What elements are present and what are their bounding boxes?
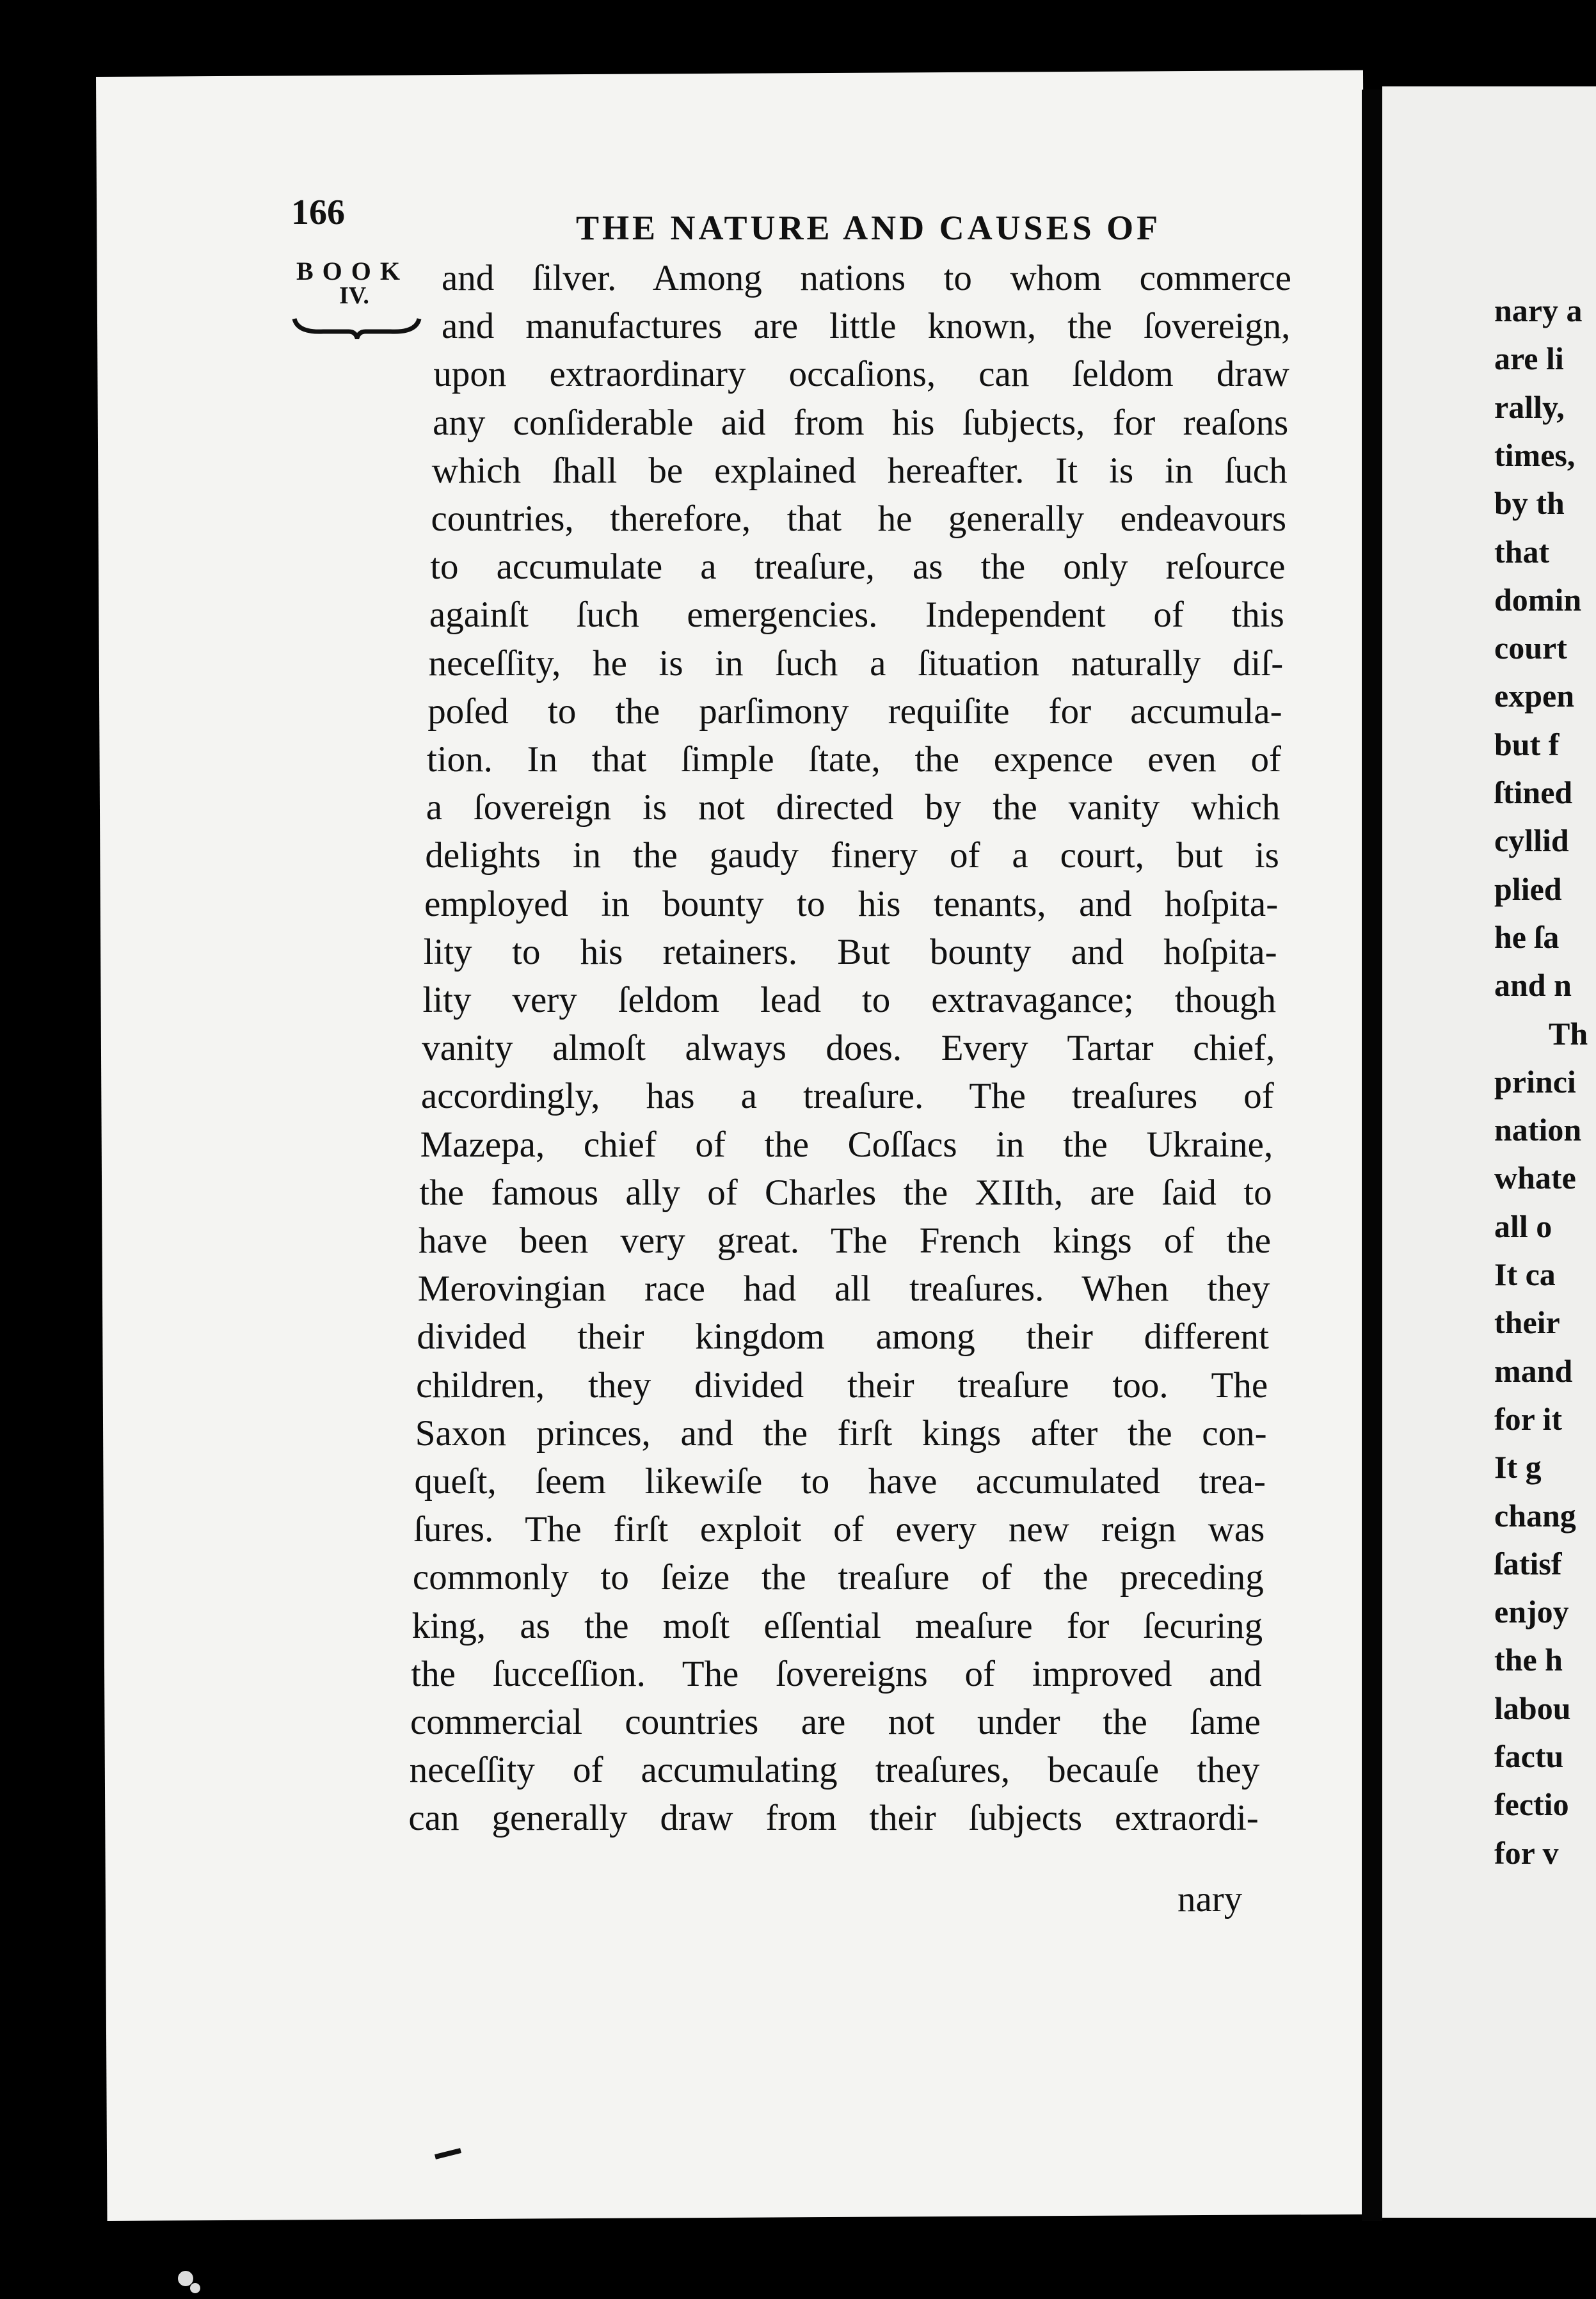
catchword: nary bbox=[1177, 1879, 1243, 1919]
right-page-line: for it bbox=[1494, 1400, 1562, 1437]
right-page-line: fectio bbox=[1494, 1786, 1569, 1823]
text-line: queſt, ſeem likewiſe to have accumulated trea- bbox=[414, 1461, 1266, 1502]
text-line: accordingly, has a treaſure. The treaſures of bbox=[420, 1076, 1274, 1117]
right-page-line: chang bbox=[1494, 1497, 1576, 1534]
right-page-line: plied bbox=[1494, 870, 1562, 907]
text-line: to accumulate a treaſure, as the only reſource bbox=[430, 547, 1286, 588]
right-page-line: Th bbox=[1549, 1015, 1588, 1052]
text-line: neceſſity of accumulating treaſures, becauſe they bbox=[409, 1750, 1260, 1791]
right-page-line: that bbox=[1494, 533, 1550, 570]
text-line: the ſucceſſion. The ſovereigns of improved and bbox=[411, 1653, 1262, 1694]
text-line: divided their kingdom among their different bbox=[417, 1317, 1269, 1358]
text-line: Mazepa, chief of the Coſſacs in the Ukraine, bbox=[420, 1124, 1273, 1165]
text-line: can generally draw from their ſubjects extraordi- bbox=[408, 1798, 1259, 1839]
text-line: delights in the gaudy finery of a court, but is bbox=[425, 835, 1279, 876]
right-page-line: but f bbox=[1494, 726, 1560, 762]
text-line: tion. In that ſimple ſtate, the expence even of bbox=[427, 739, 1281, 780]
text-line: commonly to ſeize the treaſure of the preceding bbox=[412, 1557, 1264, 1598]
right-page-line: times, bbox=[1494, 437, 1576, 473]
page-number: 166 bbox=[291, 193, 345, 232]
text-line: children, they divided their treaſure too. The bbox=[416, 1365, 1268, 1406]
text-line: vanity almoſt always does. Every Tartar chief, bbox=[422, 1028, 1275, 1069]
text-line: commercial countries are not under the ſame bbox=[410, 1702, 1261, 1742]
right-page-line: labou bbox=[1494, 1690, 1571, 1726]
right-page-line: enjoy bbox=[1494, 1594, 1569, 1630]
right-page-line: the h bbox=[1494, 1642, 1563, 1678]
right-page-line: It ca bbox=[1494, 1256, 1556, 1292]
right-page-line: expen bbox=[1494, 678, 1574, 714]
book-number: IV. bbox=[339, 282, 369, 309]
text-line: have been very great. The French kings of the bbox=[419, 1221, 1271, 1261]
running-head: THE NATURE AND CAUSES OF bbox=[576, 209, 1161, 247]
text-line: Merovingian race had all treaſures. When they bbox=[417, 1269, 1270, 1310]
right-page-line: for v bbox=[1494, 1834, 1559, 1871]
right-page-line: ſtined bbox=[1494, 774, 1573, 810]
right-page-line: whate bbox=[1494, 1160, 1576, 1196]
right-page-line: It g bbox=[1494, 1449, 1542, 1486]
right-page-line: princi bbox=[1494, 1063, 1576, 1100]
right-page-line: nary a bbox=[1494, 292, 1583, 328]
right-page-line: factu bbox=[1494, 1738, 1564, 1774]
right-page-line: by th bbox=[1494, 485, 1565, 522]
right-page-line: nation bbox=[1494, 1112, 1582, 1148]
book-label: BOOK bbox=[296, 257, 410, 285]
text-line: lity very ſeldom lead to extravagance; though bbox=[422, 980, 1276, 1020]
right-page-line: he ſa bbox=[1494, 918, 1560, 955]
text-line: which ſhall be explained hereafter. It is in ſuch bbox=[431, 450, 1288, 491]
text-line: the famous ally of Charles the XIIth, are ſaid to bbox=[419, 1172, 1272, 1213]
right-page-line: domin bbox=[1494, 581, 1582, 618]
text-line: poſed to the parſimony requiſite for accumula- bbox=[427, 691, 1282, 732]
text-line: Saxon princes, and the firſt kings after the con- bbox=[415, 1413, 1267, 1454]
text-line: upon extraordinary occaſions, can ſeldom draw bbox=[433, 354, 1289, 395]
right-page-line: are li bbox=[1494, 340, 1564, 377]
right-page-line: ſatisf bbox=[1494, 1545, 1562, 1582]
right-page-line: all o bbox=[1494, 1208, 1552, 1244]
text-line: a ſovereign is not directed by the vanity which bbox=[426, 787, 1281, 828]
right-page-line: rally, bbox=[1494, 389, 1565, 425]
text-line: neceſſity, he is in ſuch a ſituation naturally diſ- bbox=[428, 643, 1284, 684]
right-page-line: mand bbox=[1494, 1352, 1573, 1389]
text-line: and ſilver. Among nations to whom commerce bbox=[442, 258, 1291, 298]
text-line: countries, therefore, that he generally endeavours bbox=[431, 499, 1286, 539]
text-line: any conſiderable aid from his ſubjects, for reaſons bbox=[433, 402, 1289, 443]
text-line: againſt ſuch emergencies. Independent of this bbox=[429, 595, 1284, 636]
text-line: and manufactures are little known, the ſovereign, bbox=[442, 306, 1291, 347]
text-line: ſures. The firſt exploit of every new reign was bbox=[413, 1509, 1265, 1550]
text-line: king, as the moſt eſſential meaſure for ſecuring bbox=[411, 1605, 1263, 1646]
right-page-line: their bbox=[1494, 1304, 1560, 1341]
text-line: lity to his retainers. But bounty and hoſpita- bbox=[423, 931, 1277, 972]
right-page-line: and n bbox=[1494, 967, 1572, 1004]
right-page-line: cyllid bbox=[1494, 822, 1569, 859]
text-line: employed in bounty to his tenants, and hoſpita- bbox=[424, 883, 1279, 924]
right-page-line: court bbox=[1494, 630, 1567, 666]
